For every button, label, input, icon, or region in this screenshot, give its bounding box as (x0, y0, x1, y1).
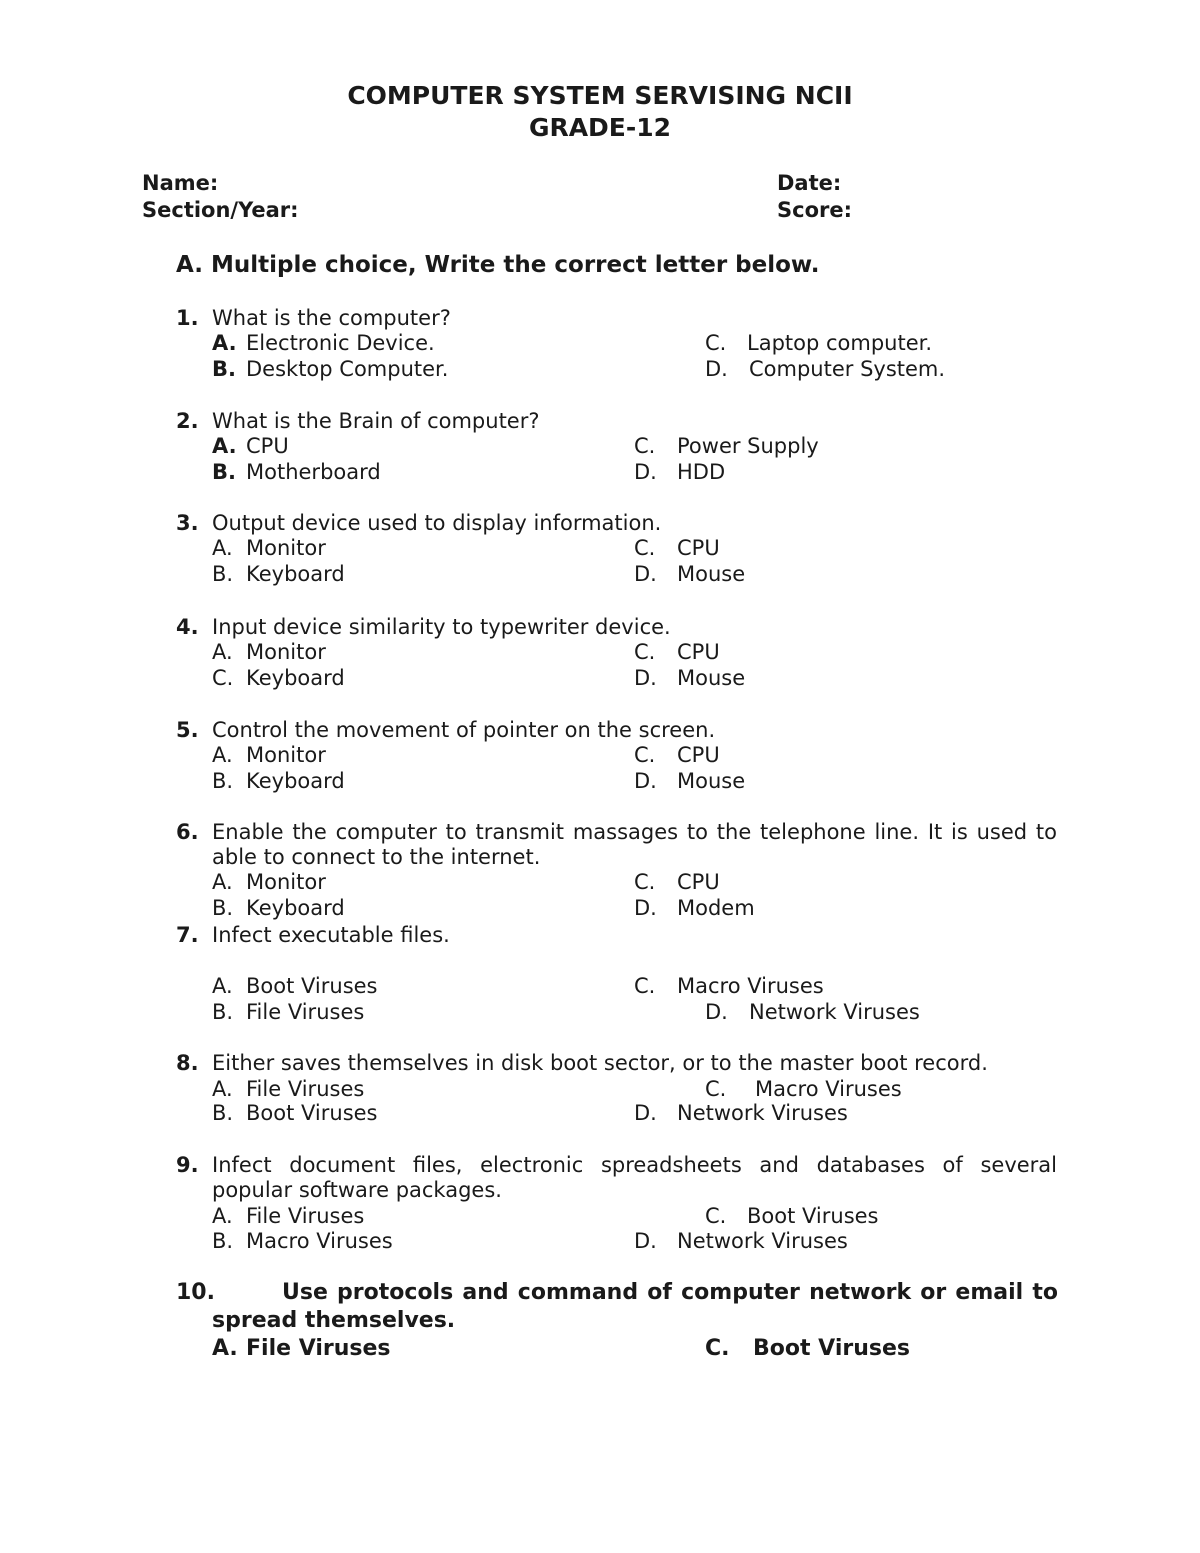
option-text: Mouse (677, 769, 746, 793)
option-letter: B. (212, 562, 234, 586)
page-title: COMPUTER SYSTEM SERVISING NCII (347, 81, 853, 110)
option-letter: A. (212, 870, 233, 894)
option-letter: B. (212, 357, 236, 381)
option-letter: A. (212, 1336, 238, 1361)
option-text: Macro Viruses (677, 974, 824, 998)
option-letter: D. (634, 769, 657, 793)
option-text: Network Viruses (677, 1101, 848, 1125)
section-year-label: Section/Year: (142, 198, 299, 222)
option-text: Boot Viruses (246, 1101, 378, 1125)
option-text: Power Supply (677, 434, 819, 458)
question-text: Input device similarity to typewriter device. (212, 615, 671, 639)
option-text: Boot Viruses (753, 1336, 910, 1361)
option-text: Mouse (677, 666, 746, 690)
question-text: Output device used to display information. (212, 511, 662, 535)
option-text: Monitor (246, 870, 326, 894)
option-letter: D. (634, 1229, 657, 1253)
question-number: 6. (176, 820, 199, 844)
question-number: 9. (176, 1153, 199, 1177)
option-letter: B. (212, 1101, 234, 1125)
option-letter: A. (212, 640, 233, 664)
question-text-continued: spread themselves. (212, 1308, 456, 1333)
question-text: What is the Brain of computer? (212, 409, 540, 433)
option-letter: D. (634, 1101, 657, 1125)
option-letter: C. (634, 434, 656, 458)
option-letter: D. (634, 562, 657, 586)
option-letter: A. (212, 331, 237, 355)
option-letter: B. (212, 769, 234, 793)
option-letter: D. (705, 357, 728, 381)
date-label: Date: (777, 171, 842, 195)
option-letter: C. (634, 870, 656, 894)
question-text: Enable the computer to transmit massages to the telephone line. It is used to (212, 820, 1057, 844)
option-letter: D. (634, 666, 657, 690)
option-text: CPU (246, 434, 289, 458)
question-10 (176, 1279, 1058, 1335)
option-letter: A. (212, 434, 237, 458)
option-text: Modem (677, 896, 755, 920)
option-text: File Viruses (246, 1204, 365, 1228)
option-text: CPU (677, 640, 720, 664)
option-text: Boot Viruses (747, 1204, 879, 1228)
question-number: 8. (176, 1051, 199, 1075)
question-text: Either saves themselves in disk boot sector, or to the master boot record. (212, 1051, 988, 1075)
option-letter: A. (212, 1077, 233, 1101)
option-text: Keyboard (246, 666, 345, 690)
option-text: Computer System. (749, 357, 946, 381)
score-label: Score: (777, 198, 852, 222)
option-letter: B. (212, 1000, 234, 1024)
option-text: Electronic Device. (246, 331, 435, 355)
option-text: Motherboard (246, 460, 381, 484)
question-number: 10. (176, 1280, 215, 1305)
option-text: Network Viruses (749, 1000, 920, 1024)
question-text: Infect document files, electronic spreadsheets and databases of several (212, 1153, 1057, 1177)
option-letter: A. (212, 536, 233, 560)
option-text: Keyboard (246, 769, 345, 793)
question-number: 4. (176, 615, 199, 639)
option-letter: C. (705, 1077, 727, 1101)
option-text: File Viruses (246, 1000, 365, 1024)
option-text: HDD (677, 460, 726, 484)
section-a-heading: A. Multiple choice, Write the correct letter below. (176, 252, 820, 278)
option-text: Monitor (246, 743, 326, 767)
option-letter: C. (634, 640, 656, 664)
option-letter: B. (212, 1229, 234, 1253)
name-label: Name: (142, 171, 219, 195)
question-text: Control the movement of pointer on the screen. (212, 718, 716, 742)
option-letter: C. (634, 536, 656, 560)
question-text-continued: popular software packages. (212, 1178, 502, 1202)
question-number: 2. (176, 409, 199, 433)
question-number: 3. (176, 511, 199, 535)
option-letter: A. (212, 974, 233, 998)
question-number: 5. (176, 718, 199, 742)
option-letter: A. (212, 743, 233, 767)
option-text: Keyboard (246, 896, 345, 920)
question-10-first-line (176, 1279, 1058, 1307)
option-letter: C. (212, 666, 234, 690)
option-text: Macro Viruses (246, 1229, 393, 1253)
option-text: Mouse (677, 562, 746, 586)
option-letter: D. (634, 896, 657, 920)
option-text: Macro Viruses (755, 1077, 902, 1101)
option-letter: C. (634, 974, 656, 998)
option-text: Boot Viruses (246, 974, 378, 998)
option-text: Monitor (246, 536, 326, 560)
question-number: 1. (176, 306, 199, 330)
option-letter: C. (705, 331, 727, 355)
option-text: Keyboard (246, 562, 345, 586)
question-text: What is the computer? (212, 306, 451, 330)
question-number: 7. (176, 923, 199, 947)
option-letter: B. (212, 460, 236, 484)
option-text: Network Viruses (677, 1229, 848, 1253)
option-text: Monitor (246, 640, 326, 664)
option-letter: C. (705, 1336, 730, 1361)
option-text: File Viruses (246, 1077, 365, 1101)
question-text-continued: able to connect to the internet. (212, 845, 541, 869)
option-letter: C. (634, 743, 656, 767)
option-text: CPU (677, 536, 720, 560)
question-text: Infect executable files. (212, 923, 450, 947)
option-letter: D. (705, 1000, 728, 1024)
option-letter: C. (705, 1204, 727, 1228)
option-text: Laptop computer. (747, 331, 933, 355)
page-subtitle: GRADE-12 (528, 113, 672, 142)
option-text: Desktop Computer. (246, 357, 449, 381)
option-letter: A. (212, 1204, 233, 1228)
option-letter: D. (634, 460, 657, 484)
option-letter: B. (212, 896, 234, 920)
option-text: CPU (677, 870, 720, 894)
option-text: CPU (677, 743, 720, 767)
question-text: Use protocols and command of computer network or email to (282, 1280, 1058, 1305)
option-text: File Viruses (246, 1336, 391, 1361)
